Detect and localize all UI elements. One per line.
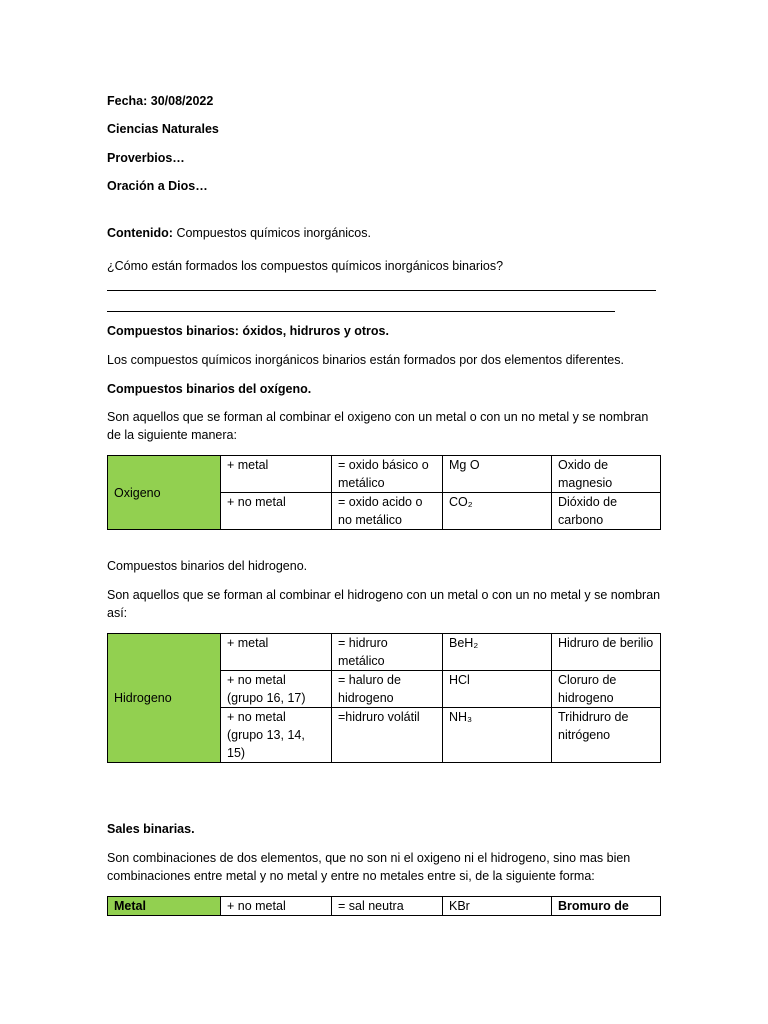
oxygen-text: Son aquellos que se forman al combinar el oxigeno con un metal o con un no metal y se nombran de la siguiente manera: [107, 410, 649, 442]
table-cell: BeH₂ [443, 634, 552, 671]
salts-head-cell: Metal [108, 897, 221, 916]
table-cell: =hidruro volátil [332, 708, 443, 763]
table-cell: = oxido básico o metálico [332, 456, 443, 493]
subject-line: Ciencias Naturales [107, 122, 219, 136]
oxygen-title: Compuestos binarios del oxígeno. [107, 382, 312, 396]
table-cell: + no metal [221, 897, 332, 916]
table-cell: Bromuro de [552, 897, 661, 916]
hydrogen-text: Son aquellos que se forman al combinar el hidrogeno con un metal o con un no metal y se nombran así: [107, 588, 661, 620]
table-cell: Dióxido de carbono [552, 493, 661, 530]
table-cell: + no metal (grupo 16, 17) [221, 671, 332, 708]
section-binary-text: Los compuestos químicos inorgánicos binarios están formados por dos elementos diferentes. [107, 353, 624, 367]
table-cell: + metal [221, 456, 332, 493]
table-cell: Trihidruro de nitrógeno [552, 708, 661, 763]
salts-table [107, 896, 661, 916]
date-line: Fecha: 30/08/2022 [107, 94, 214, 108]
table-cell: = hidruro metálico [332, 634, 443, 671]
table-cell: NH₃ [443, 708, 552, 763]
oxygen-table [107, 455, 661, 530]
answer-line-1 [107, 290, 656, 291]
oxygen-head-cell: Oxigeno [108, 456, 221, 530]
table-cell: = haluro de hidrogeno [332, 671, 443, 708]
hydrogen-head-cell: Hidrogeno [108, 634, 221, 763]
question-line: ¿Cómo están formados los compuestos químicos inorgánicos binarios? [107, 259, 504, 273]
content-line [107, 224, 371, 242]
table-cell: Cloruro de hidrogeno [552, 671, 661, 708]
table-row [108, 456, 661, 493]
section-binary-title: Compuestos binarios: óxidos, hidruros y otros. [107, 324, 389, 338]
prayer-line: Oración a Dios… [107, 179, 208, 193]
hydrogen-table [107, 633, 661, 763]
table-cell: Oxido de magnesio [552, 456, 661, 493]
table-cell: = oxido acido o no metálico [332, 493, 443, 530]
hydrogen-title: Compuestos binarios del hidrogeno. [107, 559, 308, 573]
table-cell: + no metal [221, 493, 332, 530]
table-row [108, 634, 661, 671]
table-cell: Hidruro de berilio [552, 634, 661, 671]
table-cell: + no metal (grupo 13, 14, 15) [221, 708, 332, 763]
table-cell: = sal neutra [332, 897, 443, 916]
table-row [108, 897, 661, 916]
table-cell: HCl [443, 671, 552, 708]
content-label: Contenido: [107, 226, 173, 240]
answer-line-2 [107, 311, 615, 312]
table-cell: CO₂ [443, 493, 552, 530]
proverbs-line: Proverbios… [107, 151, 185, 165]
table-cell: Mg O [443, 456, 552, 493]
salts-text: Son combinaciones de dos elementos, que no son ni el oxigeno ni el hidrogeno, sino mas bien combinaciones entre metal y no metal y entre no metales entre si, de la siguiente forma: [107, 851, 631, 883]
salts-title: Sales binarias. [107, 822, 195, 836]
table-cell: + metal [221, 634, 332, 671]
content-value: Compuestos químicos inorgánicos. [172, 226, 371, 240]
table-cell: KBr [443, 897, 552, 916]
